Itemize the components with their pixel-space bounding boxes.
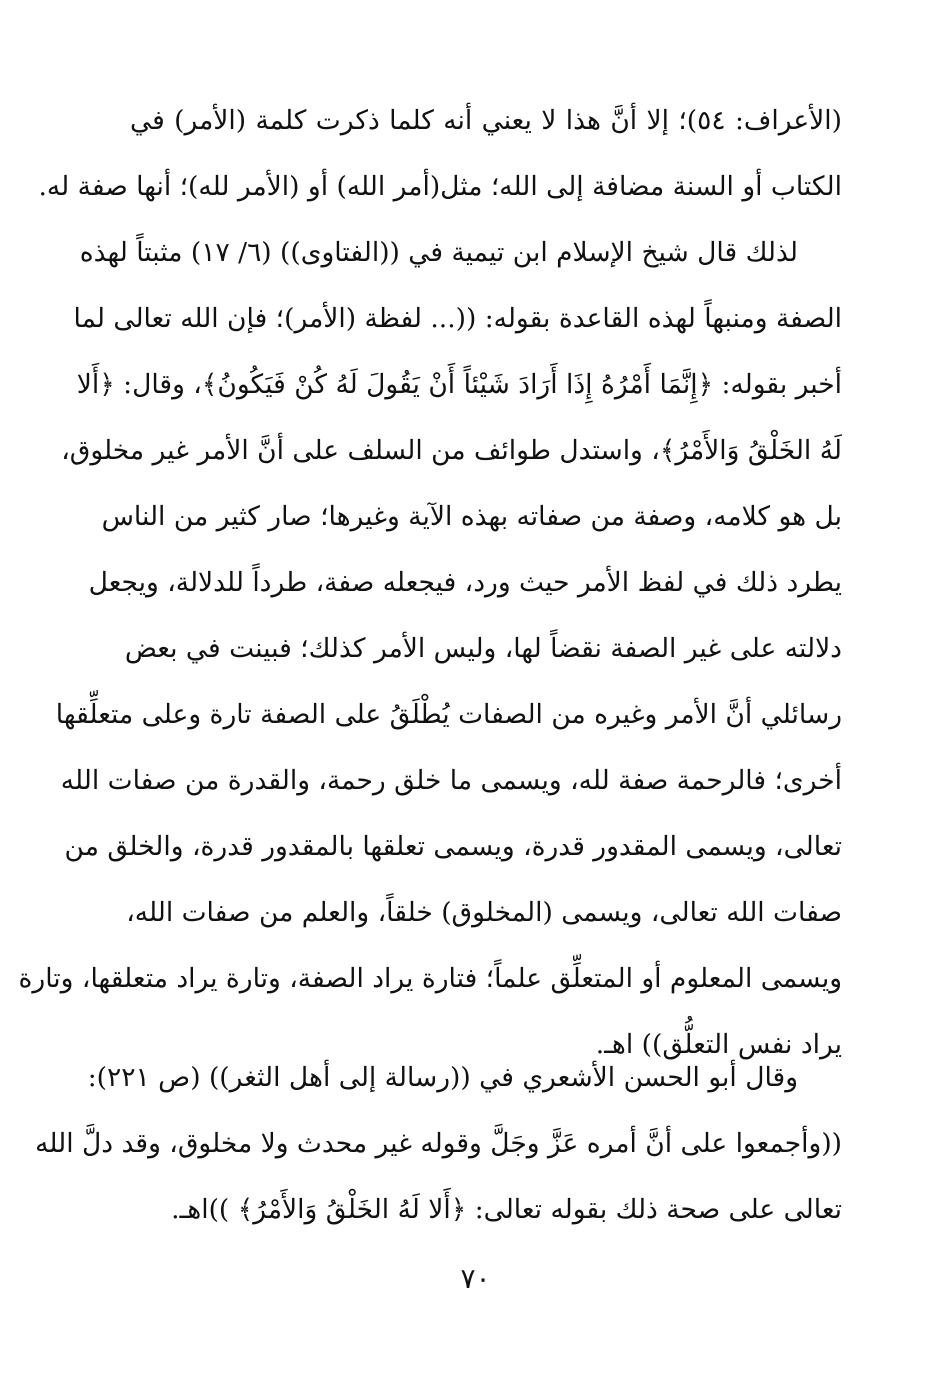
text-line: ((وأجمعوا على أنَّ أمره عَزَّ وجَلَّ وقوله غير محدث ولا مخلوق، وقد دلَّ الله bbox=[35, 1128, 842, 1159]
text-line: أخبر بقوله: ﴿إِنَّمَا أَمْرُهُ إِذَا أَرَادَ شَيْئاً أَنْ يَقُولَ لَهُ كُنْ فَيَكُونُ﴾، وقال: ﴿أَلا bbox=[76, 369, 842, 400]
text-line: بل هو كلامه، وصفة من صفاته بهذه الآية وغيرها؛ صار كثير من الناس bbox=[101, 501, 842, 532]
text-line: يراد نفس التعلُّق)) اهـ. bbox=[595, 1029, 842, 1060]
paragraph-ashari-quote bbox=[35, 1045, 842, 1243]
text-line: تعالى على صحة ذلك بقوله تعالى: ﴿أَلا لَهُ الخَلْقُ وَالأَمْرُ﴾ ))اهـ. bbox=[171, 1194, 842, 1225]
text-line: رسائلي أنَّ الأمر وغيره من الصفات يُطْلَقُ على الصفة تارة وعلى متعلِّقها bbox=[55, 699, 842, 730]
text-line: ويسمى المعلوم أو المتعلِّق علماً؛ فتارة يراد الصفة، وتارة يراد متعلقها، وتارة bbox=[18, 963, 842, 994]
text-line: لذلك قال شيخ الإسلام ابن تيمية في ((الفتاوى)) (٦/ ١٧) مثبتاً لهذه bbox=[79, 237, 798, 268]
text-line: الكتاب أو السنة مضافة إلى الله؛ مثل(أمر الله) أو (الأمر لله)؛ أنها صفة له. bbox=[38, 171, 842, 202]
text-line: الصفة ومنبهاً لهذه القاعدة بقوله: ((... لفظة (الأمر)؛ فإن الله تعالى لما bbox=[73, 303, 842, 334]
page-number: ٧٠ bbox=[460, 1262, 491, 1295]
paragraph-verse-conclusion bbox=[38, 88, 842, 220]
text-line: صفات الله تعالى، ويسمى (المخلوق) خلقاً، والعلم من صفات الله، bbox=[126, 897, 842, 928]
text-line: وقال أبو الحسن الأشعري في ((رسالة إلى أهل الثغر)) (ص ٢٢١): bbox=[87, 1062, 798, 1093]
text-line: يطرد ذلك في لفظ الأمر حيث ورد، فيجعله صفة، طرداً للدلالة، ويجعل bbox=[88, 567, 842, 598]
text-line: دلالته على غير الصفة نقضاً لها، وليس الأمر كذلك؛ فبينت في بعض bbox=[124, 633, 842, 664]
text-line: (الأعراف: ٥٤)؛ إلا أنَّ هذا لا يعني أنه كلما ذكرت كلمة (الأمر) في bbox=[130, 105, 842, 136]
text-line: أخرى؛ فالرحمة صفة لله، ويسمى ما خلق رحمة، والقدرة من صفات الله bbox=[60, 765, 842, 796]
text-line: تعالى، ويسمى المقدور قدرة، ويسمى تعلقها بالمقدور قدرة، والخلق من bbox=[64, 831, 842, 862]
text-line: لَهُ الخَلْقُ وَالأَمْرُ﴾، واستدل طوائف من السلف على أنَّ الأمر غير مخلوق، bbox=[61, 435, 842, 466]
